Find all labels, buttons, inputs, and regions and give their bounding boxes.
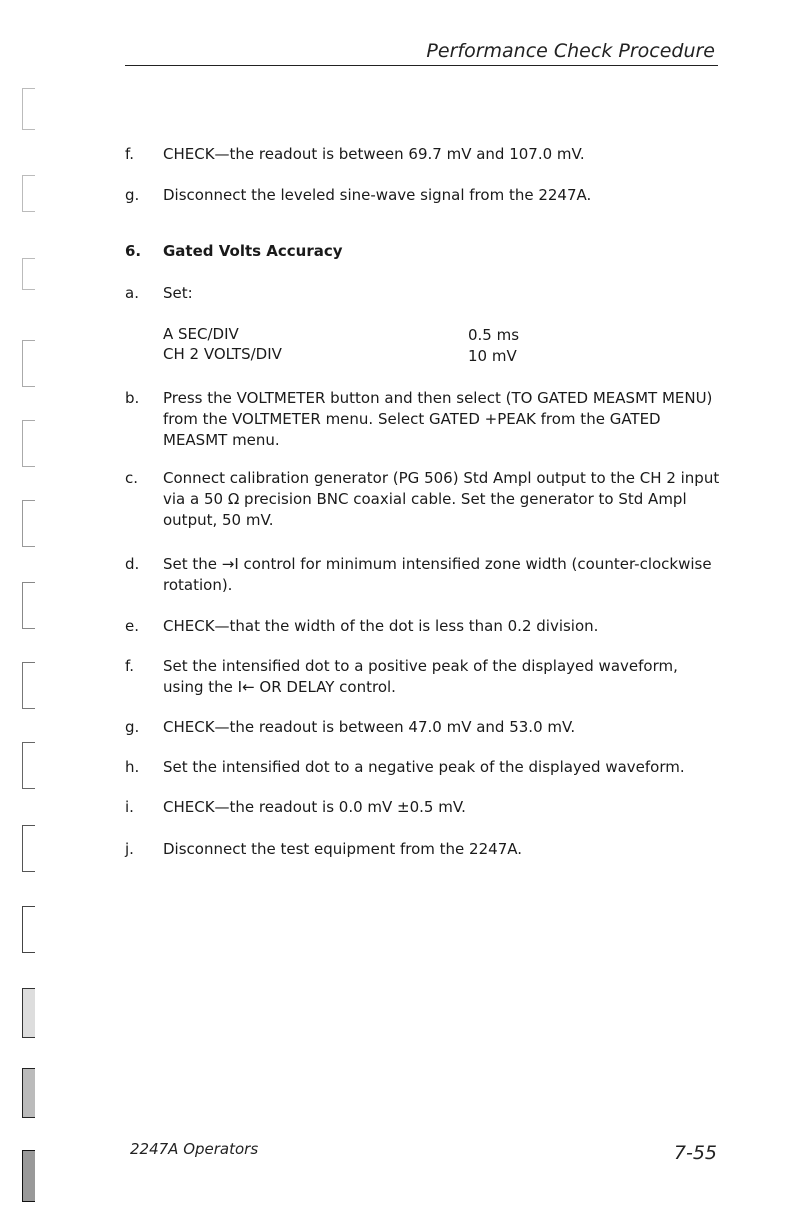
step-marker: b. — [125, 389, 140, 407]
step-text: CHECK—that the width of the dot is less than 0.2 division. — [163, 617, 599, 635]
edge-mark — [22, 662, 35, 709]
edge-mark — [22, 420, 35, 467]
edge-mark — [22, 500, 35, 547]
edge-mark — [22, 742, 35, 789]
section-title: Gated Volts Accuracy — [163, 242, 343, 260]
binding-edge — [0, 0, 46, 1224]
setting-name: A SEC/DIV — [163, 325, 239, 343]
step-text: Press the VOLTMETER button and then select (TO GATED MEASMT MENU) from the VOLTMETER menu. Select GATED +PEAK from the GATED MEASMT menu. — [163, 389, 713, 449]
edge-mark — [22, 88, 35, 130]
section-number: 6. — [125, 242, 142, 260]
setting-value: 10 mV — [468, 347, 517, 365]
setting-name: CH 2 VOLTS/DIV — [163, 345, 282, 363]
step-text: CHECK—the readout is between 69.7 mV and 107.0 mV. — [163, 145, 585, 163]
edge-mark — [22, 175, 35, 212]
footer-page-number: 7-55 — [673, 1142, 717, 1164]
step-marker: c. — [125, 469, 139, 487]
step-marker: e. — [125, 617, 139, 635]
edge-mark — [22, 582, 35, 629]
edge-mark — [22, 1150, 35, 1202]
footer-manual-title: 2247A Operators — [130, 1140, 259, 1158]
edge-mark — [22, 988, 35, 1038]
page-header-title: Performance Check Procedure — [426, 40, 715, 62]
step-text: CHECK—the readout is 0.0 mV ±0.5 mV. — [163, 798, 466, 816]
step-marker: i. — [125, 798, 134, 816]
edge-mark — [22, 906, 35, 953]
edge-mark — [22, 1068, 35, 1118]
step-marker: f. — [125, 657, 134, 675]
edge-mark — [22, 258, 35, 290]
step-marker: g. — [125, 186, 140, 204]
step-marker: h. — [125, 758, 140, 776]
step-text: Set the intensified dot to a positive peak of the displayed waveform, using the I← OR DELAY control. — [163, 657, 678, 696]
step-text: Disconnect the leveled sine-wave signal from the 2247A. — [163, 186, 592, 204]
step-text: Disconnect the test equipment from the 2247A. — [163, 840, 522, 858]
step-text: Set the →I control for minimum intensified zone width (counter-clockwise rotation). — [163, 555, 712, 594]
header-rule — [125, 65, 718, 66]
setting-value: 0.5 ms — [468, 326, 520, 344]
step-text: CHECK—the readout is between 47.0 mV and 53.0 mV. — [163, 718, 576, 736]
step-marker: f. — [125, 145, 134, 163]
step-text: Connect calibration generator (PG 506) Std Ampl output to the CH 2 input via a 50 Ω precision BNC coaxial cable. Set the generator to Std Ampl output, 50 mV. — [163, 469, 720, 529]
edge-mark — [22, 825, 35, 872]
step-marker: a. — [125, 284, 139, 302]
step-text: Set the intensified dot to a negative peak of the displayed waveform. — [163, 758, 685, 776]
step-text: Set: — [163, 284, 193, 302]
step-marker: g. — [125, 718, 140, 736]
edge-mark — [22, 340, 35, 387]
step-marker: d. — [125, 555, 140, 573]
step-marker: j. — [125, 840, 134, 858]
